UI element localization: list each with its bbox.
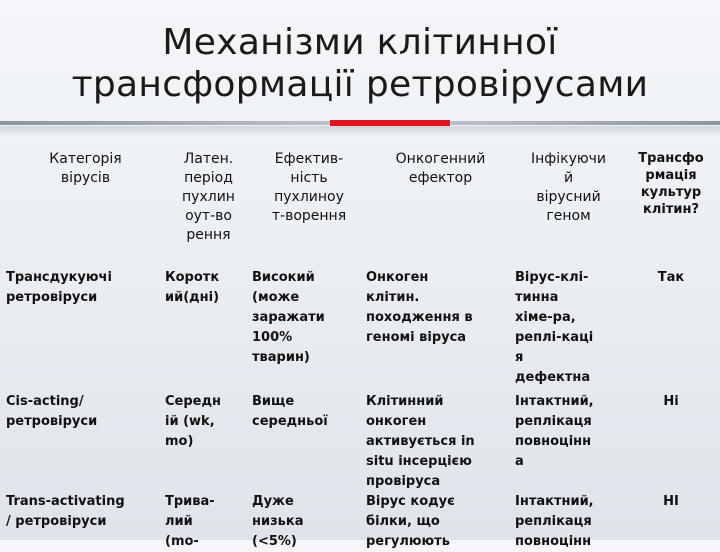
table-cell: Трива- лий (mo-	[165, 494, 215, 549]
table-cell: Дуже низька (<5%)	[252, 494, 304, 549]
table-row	[0, 492, 720, 552]
table-row	[0, 388, 720, 492]
table-cell: Клітинний онкоген активується in situ інсерцією провіруса	[366, 394, 475, 489]
table-cell: Коротк ий(дні)	[165, 270, 220, 305]
title-line-1: Механізми клітинної	[162, 22, 558, 63]
header-cell-genome: Інфікуючи й вірусний геном	[530, 151, 607, 224]
table-cell: Середн ій (wk, mo)	[165, 394, 221, 449]
divider-gray-left	[0, 121, 330, 125]
table-cell: Трансдукуючі ретровіруси	[6, 270, 112, 305]
header-cell-latency: Латен. період пухлин оут-во рення	[182, 151, 235, 243]
slide-title	[0, 22, 720, 106]
table-header-row	[0, 144, 720, 258]
table-row	[0, 258, 720, 388]
table-cell: Trans-activating / ретровіруси	[6, 494, 125, 529]
table-cell: НІ	[663, 494, 679, 509]
transformation-table	[0, 144, 720, 552]
table-cell: Ні	[663, 394, 679, 409]
title-line-2: трансформації ретровірусами	[71, 64, 649, 105]
table-cell: Високий (може заражати 100% тварин)	[252, 270, 325, 365]
table-cell: Інтактний, реплікаця повноцінн	[515, 494, 594, 549]
divider-gray-right	[450, 121, 720, 125]
header-cell-category: Категорія вірусів	[49, 151, 122, 186]
header-cell-effector: Онкогенний ефектор	[395, 151, 486, 186]
table-cell: Так	[657, 270, 685, 285]
table-cell: Інтактний, реплікаця повноцінн а	[515, 394, 594, 469]
table-cell: Вірус-клі- тинна хіме-ра, реплі-каці я дефектна	[515, 270, 594, 385]
table-cell: Вище середньої	[252, 394, 328, 429]
table-cell: Вірус кодує білки, що регулюють	[366, 494, 455, 549]
header-cell-efficiency: Ефектив- ність пухлиноу т-ворення	[271, 151, 347, 224]
divider-shadow	[0, 126, 720, 136]
table-cell: Онкоген клітин. походження в геномі віруса	[366, 270, 473, 345]
header-cell-transformation: Трансфо рмація культур клітин?	[638, 151, 704, 217]
table-cell: Cis-acting/ ретровіруси	[6, 394, 98, 429]
